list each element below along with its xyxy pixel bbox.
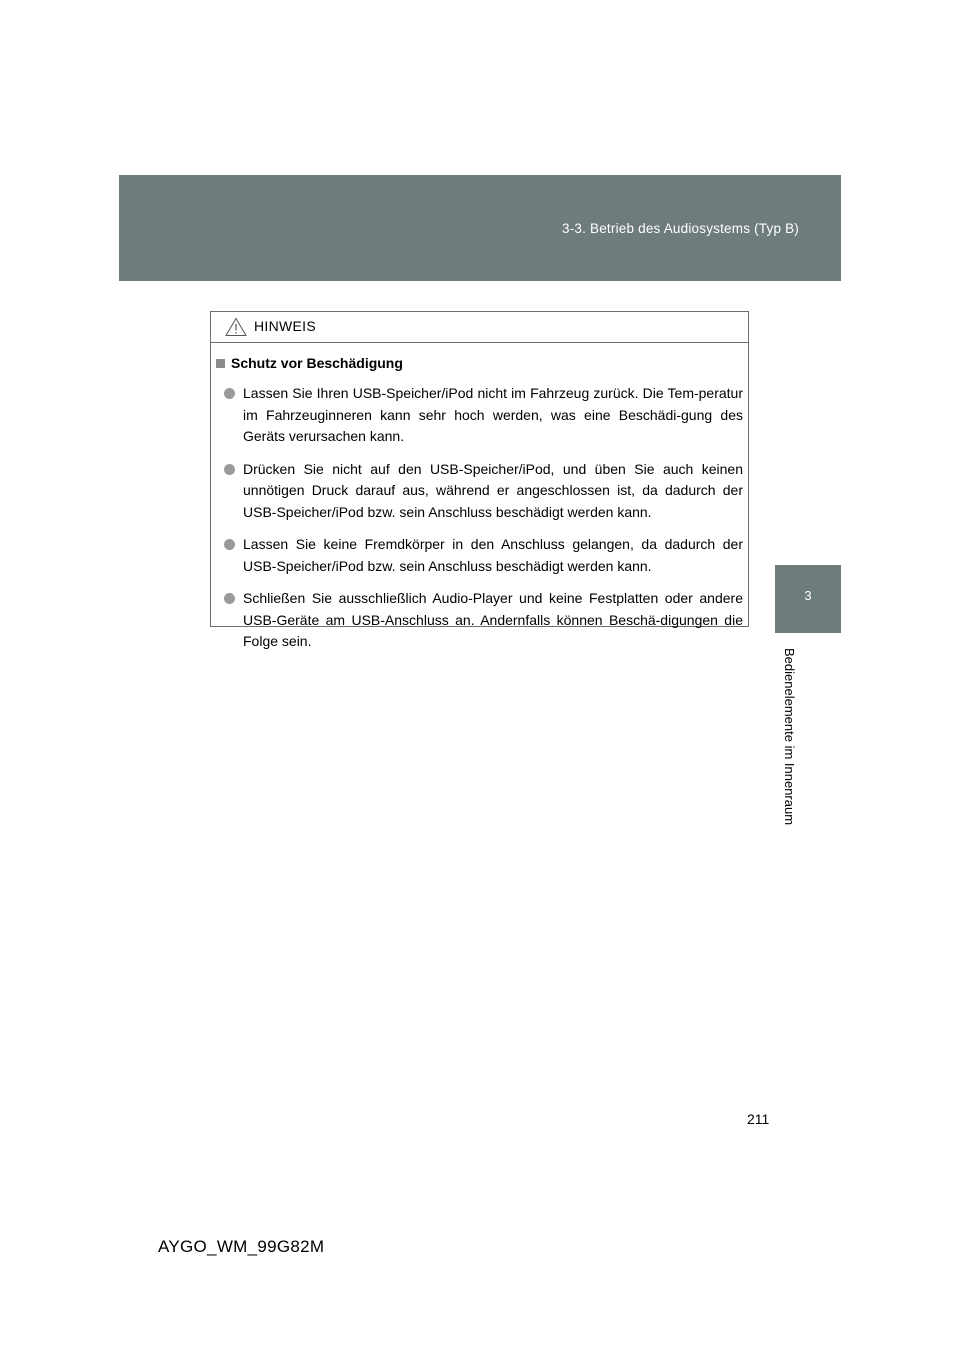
section-title: 3-3. Betrieb des Audiosystems (Typ B) xyxy=(562,221,799,236)
bullet-dot-icon xyxy=(224,593,235,604)
page-number: 211 xyxy=(747,1111,770,1127)
section-heading xyxy=(216,355,403,371)
list-item-text: Schließen Sie ausschließlich Audio-Player und keine Festplatten oder andere USB-Geräte am USB-Anschluss an. Andernfalls können Beschä-digungen die Folge sein. xyxy=(243,590,743,649)
warning-triangle-icon xyxy=(225,317,247,337)
chapter-label: Bedienelemente im Innenraum xyxy=(782,648,797,826)
chapter-label-container xyxy=(782,648,806,848)
bullet-dot-icon xyxy=(224,464,235,475)
document-code: AYGO_WM_99G82M xyxy=(158,1237,325,1256)
chapter-header-band xyxy=(119,175,841,281)
notice-list xyxy=(224,383,743,664)
notice-header xyxy=(211,312,748,343)
notice-title: HINWEIS xyxy=(254,318,316,334)
chapter-tab xyxy=(775,565,841,633)
list-item xyxy=(224,588,743,653)
list-item-text: Drücken Sie nicht auf den USB-Speicher/iPod, und üben Sie auch keinen unnötigen Druck darauf aus, während er angeschlossen ist, da dadurch der USB-Speicher/iPod bzw. sein Anschluss beschädigt werden kann. xyxy=(243,460,743,520)
chapter-number: 3 xyxy=(804,588,812,603)
list-item xyxy=(224,534,743,577)
list-item xyxy=(224,383,743,448)
list-item xyxy=(224,459,743,524)
bullet-dot-icon xyxy=(224,539,235,550)
bullet-dot-icon xyxy=(224,388,235,399)
list-item-text: Lassen Sie Ihren USB-Speicher/iPod nicht im Fahrzeug zurück. Die Tem-peratur im Fahrzeuginneren kann sehr hoch werden, was eine Beschädi-gung des Geräts verursachen kann. xyxy=(243,385,743,444)
section-heading-text: Schutz vor Beschädigung xyxy=(231,355,403,371)
list-item-text: Lassen Sie keine Fremdkörper in den Anschluss gelangen, da dadurch der USB-Speicher/iPod bzw. sein Anschluss beschädigt werden kann. xyxy=(243,536,743,574)
notice-box xyxy=(210,311,749,649)
square-bullet-icon xyxy=(216,359,225,368)
